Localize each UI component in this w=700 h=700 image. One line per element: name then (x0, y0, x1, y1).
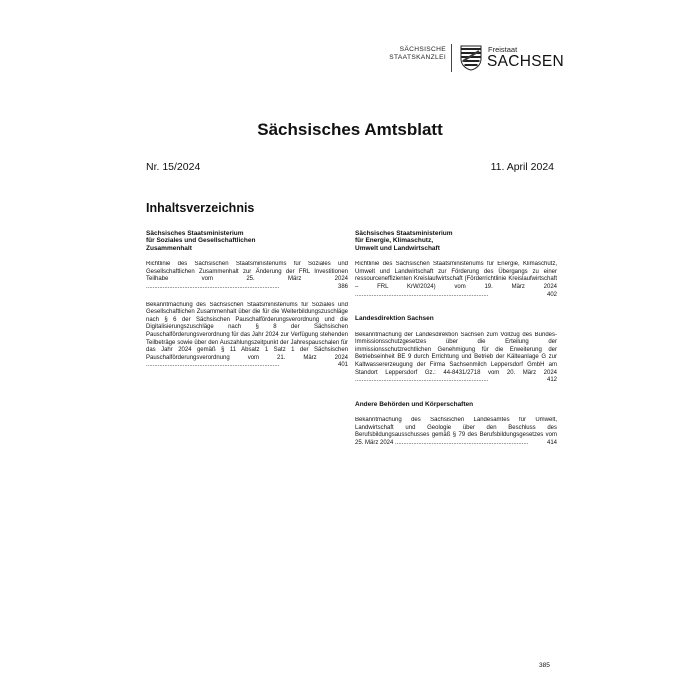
toc-entry-page: 412 (544, 377, 557, 385)
issue-date: 11. April 2024 (490, 161, 554, 173)
issue-number: Nr. 15/2024 (146, 161, 201, 173)
toc-entry[interactable] (146, 261, 348, 291)
section-title-line: Landesdirektion Sachsen (355, 315, 434, 323)
dot-leader: ................................................................................ (146, 362, 280, 369)
toc-left-column (146, 230, 348, 386)
toc-right-column (355, 230, 557, 464)
toc-section (355, 401, 557, 448)
coat-of-arms-icon (460, 45, 482, 71)
section-title-line: für Energie, Klimaschutz, (355, 237, 434, 245)
toc-heading: Inhaltsverzeichnis (146, 201, 255, 215)
section-title-line: Zusammenhalt (146, 244, 192, 252)
toc-section-title (355, 315, 557, 322)
staatskanzlei-label (378, 46, 446, 63)
toc-entry-text: Bekanntmachung des Sächsischen Landesamtes für Umwelt, Landwirtschaft und Geologie über den Beschluss des Berufsbildungsausschusses gemäß § 79 des Berufsbildungsgesetzes vom 25. März 2024 (355, 417, 557, 446)
section-title-line: Umwelt und Landwirtschaft (355, 244, 440, 252)
toc-entry-text: Richtlinie des Sächsischen Staatsministeriums für Soziales und Gesellschaftlichen Zusammenhalt zur Änderung der FRL Investitionen Teilhabe vom 25. März 2024 (146, 261, 348, 283)
brand-small-text: Freistaat (488, 45, 518, 54)
toc-entry-text: Bekanntmachung des Sächsischen Staatsministeriums für Soziales und Gesellschaftlichen Zusammenhalt über die für die Weiterbildungszuschläge nach § 6 der Sächsischen Pauschalförderungsverordnung und die Digitalisierungszuschläge nach § 8 der Sächsischen Pauschalförderungsverordnung für das Jahr 2024 zur Verfügung stehenden Teilbeträge sowie über den Auszahlungszeitpunkt der Jahrespauschalen für das Jahr 2024 gemäß § 11 Absatz 1 Satz 1 der Sächsischen Pauschalförderungsverordnung vom 21. März 2024 (146, 301, 348, 361)
toc-entry[interactable] (355, 261, 557, 299)
toc-entry[interactable] (355, 417, 557, 447)
footer-page-number: 385 (539, 662, 550, 669)
dot-leader: ................................................................................ (146, 284, 280, 290)
toc-section (355, 315, 557, 385)
section-title-line: Andere Behörden und Körperschaften (355, 400, 474, 408)
toc-entry-text: Bekanntmachung der Landesdirektion Sachsen zum Vollzug des Bundes-Immissionsschutzgesetzes über die Erteilung der immissionsschutzrechtlichen Genehmigung für die Erweiterung der Betriebseinheit BE 9 durch Errichtung und Betrieb der Kälteanlage G zur Kaltwassererzeugung der Firma Sachsenmilch Leppersdorf GmbH am Standort Leppersdorf Gz.: 44-8431/2718 vom 20. März 2024 (355, 331, 557, 376)
header-logo (378, 44, 565, 74)
brand-large-text: SACHSEN (487, 53, 565, 70)
toc-section-title (355, 230, 557, 252)
section-title-line: Sächsisches Staatsministerium (146, 230, 244, 237)
org-line-1: SÄCHSISCHE (399, 46, 446, 53)
toc-entry[interactable] (355, 332, 557, 385)
org-line-2: STAATSKANZLEI (389, 54, 446, 62)
toc-section-title (146, 230, 348, 252)
toc-entry-page: 401 (335, 362, 348, 370)
dot-leader: ................................................................................ (355, 291, 489, 298)
toc-entry-page: 402 (544, 292, 557, 300)
section-title-line: für Soziales und Gesellschaftlichen (146, 237, 256, 245)
dot-leader: ................................................................................ (393, 439, 529, 446)
dot-leader: ................................................................................ (355, 377, 489, 384)
logo-divider (451, 44, 452, 72)
toc-section (355, 230, 557, 299)
toc-section-title (355, 401, 557, 408)
toc-section (146, 230, 348, 370)
section-title-line: Sächsisches Staatsministerium (355, 230, 453, 237)
toc-entry-page: 386 (335, 284, 348, 292)
toc-entry[interactable] (146, 302, 348, 370)
toc-entry-text: Richtlinie des Sächsischen Staatsministeriums für Energie, Klimaschutz, Umwelt und Landwirtschaft zur Förderung des Übergangs zu einer ressourceneffizienten Kreislaufwirtschaft (Förderrichtlinie Kreislaufwirtschaft – FRL KrW/2024) vom 19. März 2024 (355, 261, 557, 290)
page-title: Sächsisches Amtsblatt (257, 120, 443, 139)
toc-entry-page: 414 (544, 440, 557, 448)
